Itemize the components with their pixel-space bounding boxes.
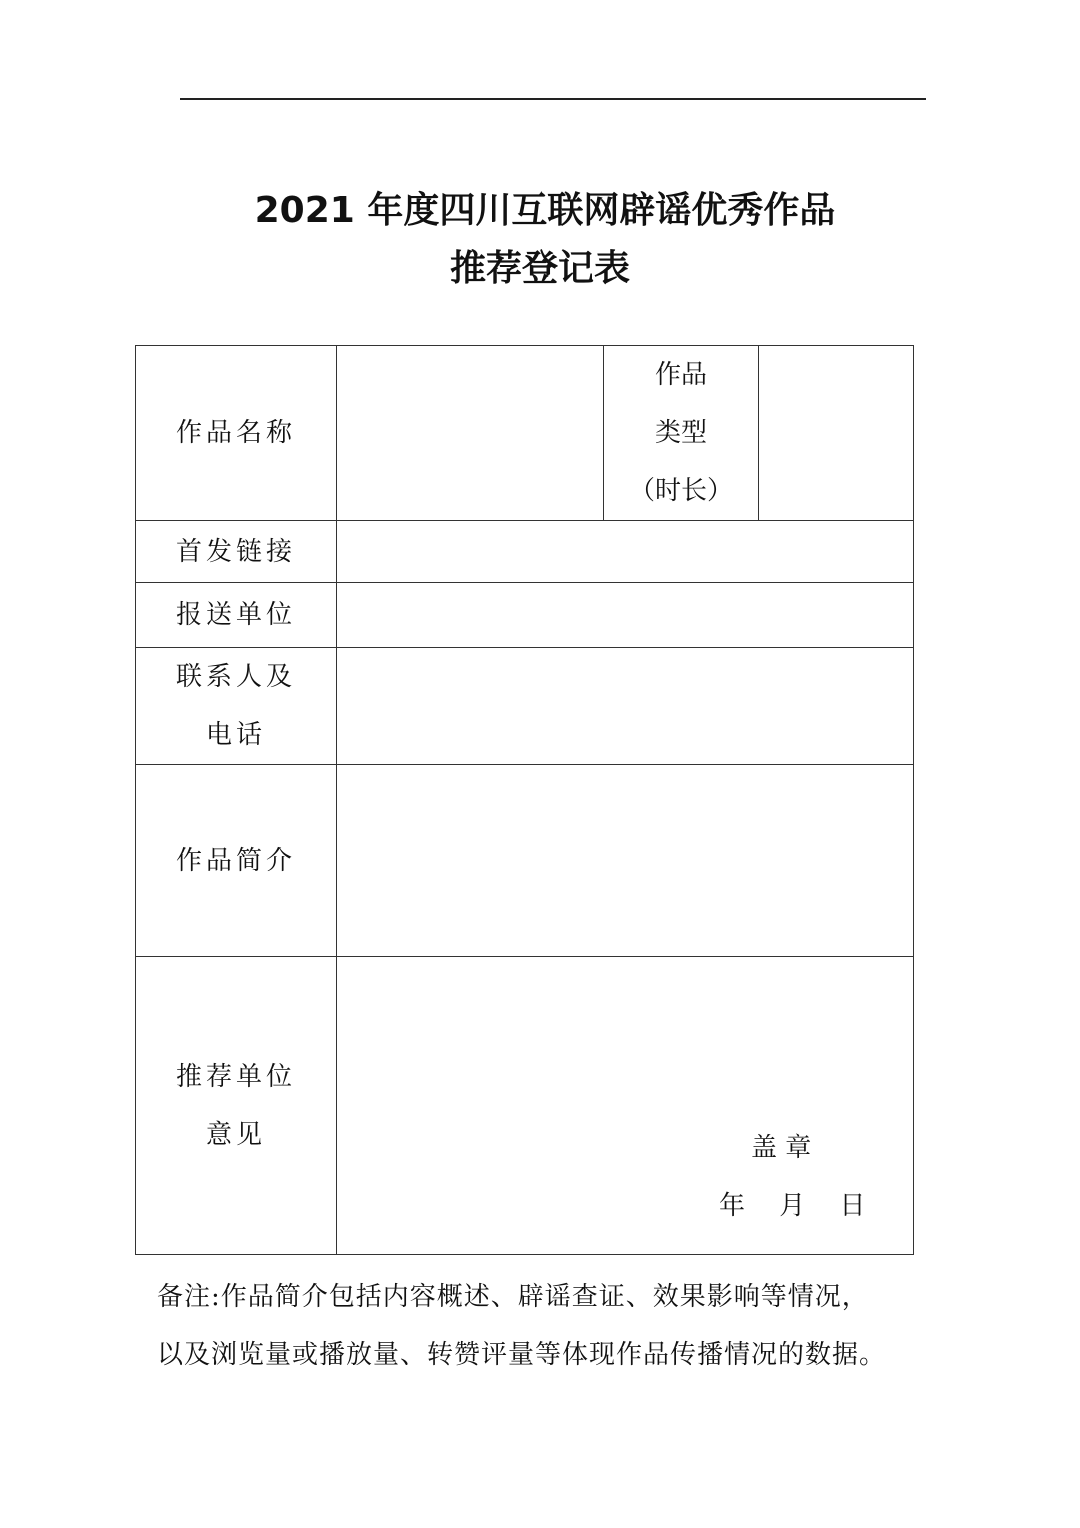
- title-line-1: 2021 年度四川互联网辟谣优秀作品: [254, 190, 836, 231]
- field-link[interactable]: [337, 521, 914, 583]
- opinion-l1: 推荐单位: [175, 1061, 296, 1092]
- field-opinion[interactable]: [337, 957, 914, 1255]
- contact-l2: 电话: [205, 720, 266, 750]
- contact-l1: 联系人及: [175, 662, 296, 692]
- title-line-2: 推荐登记表: [449, 248, 630, 289]
- label-work-name: 作品名称: [136, 346, 337, 521]
- field-work-name[interactable]: [337, 346, 604, 521]
- date-label: 年 月 日: [719, 1191, 866, 1221]
- stamp-label: 盖 章: [751, 1133, 812, 1163]
- note-line-1: 备注:作品简介包括内容概述、辟谣查证、效果影响等情况，: [157, 1282, 869, 1312]
- field-intro[interactable]: [337, 765, 914, 957]
- type-l3: （时长）: [628, 476, 733, 506]
- opinion-l2: 意见: [205, 1119, 266, 1150]
- type-l2: 类型: [654, 418, 707, 448]
- label-opinion: [136, 957, 337, 1255]
- field-work-type[interactable]: [759, 346, 914, 521]
- label-contact: [136, 648, 337, 765]
- registration-form-table: [135, 345, 914, 1255]
- label-intro: 作品简介: [136, 765, 337, 957]
- header-rule: [180, 98, 926, 100]
- label-work-type: [604, 346, 759, 521]
- type-l1: 作品: [654, 360, 707, 390]
- field-unit[interactable]: [337, 583, 914, 648]
- note-line-2: 以及浏览量或播放量、转赞评量等体现作品传播情况的数据。: [157, 1340, 887, 1370]
- label-link: 首发链接: [136, 521, 337, 583]
- label-unit: 报送单位: [136, 583, 337, 648]
- field-contact[interactable]: [337, 648, 914, 765]
